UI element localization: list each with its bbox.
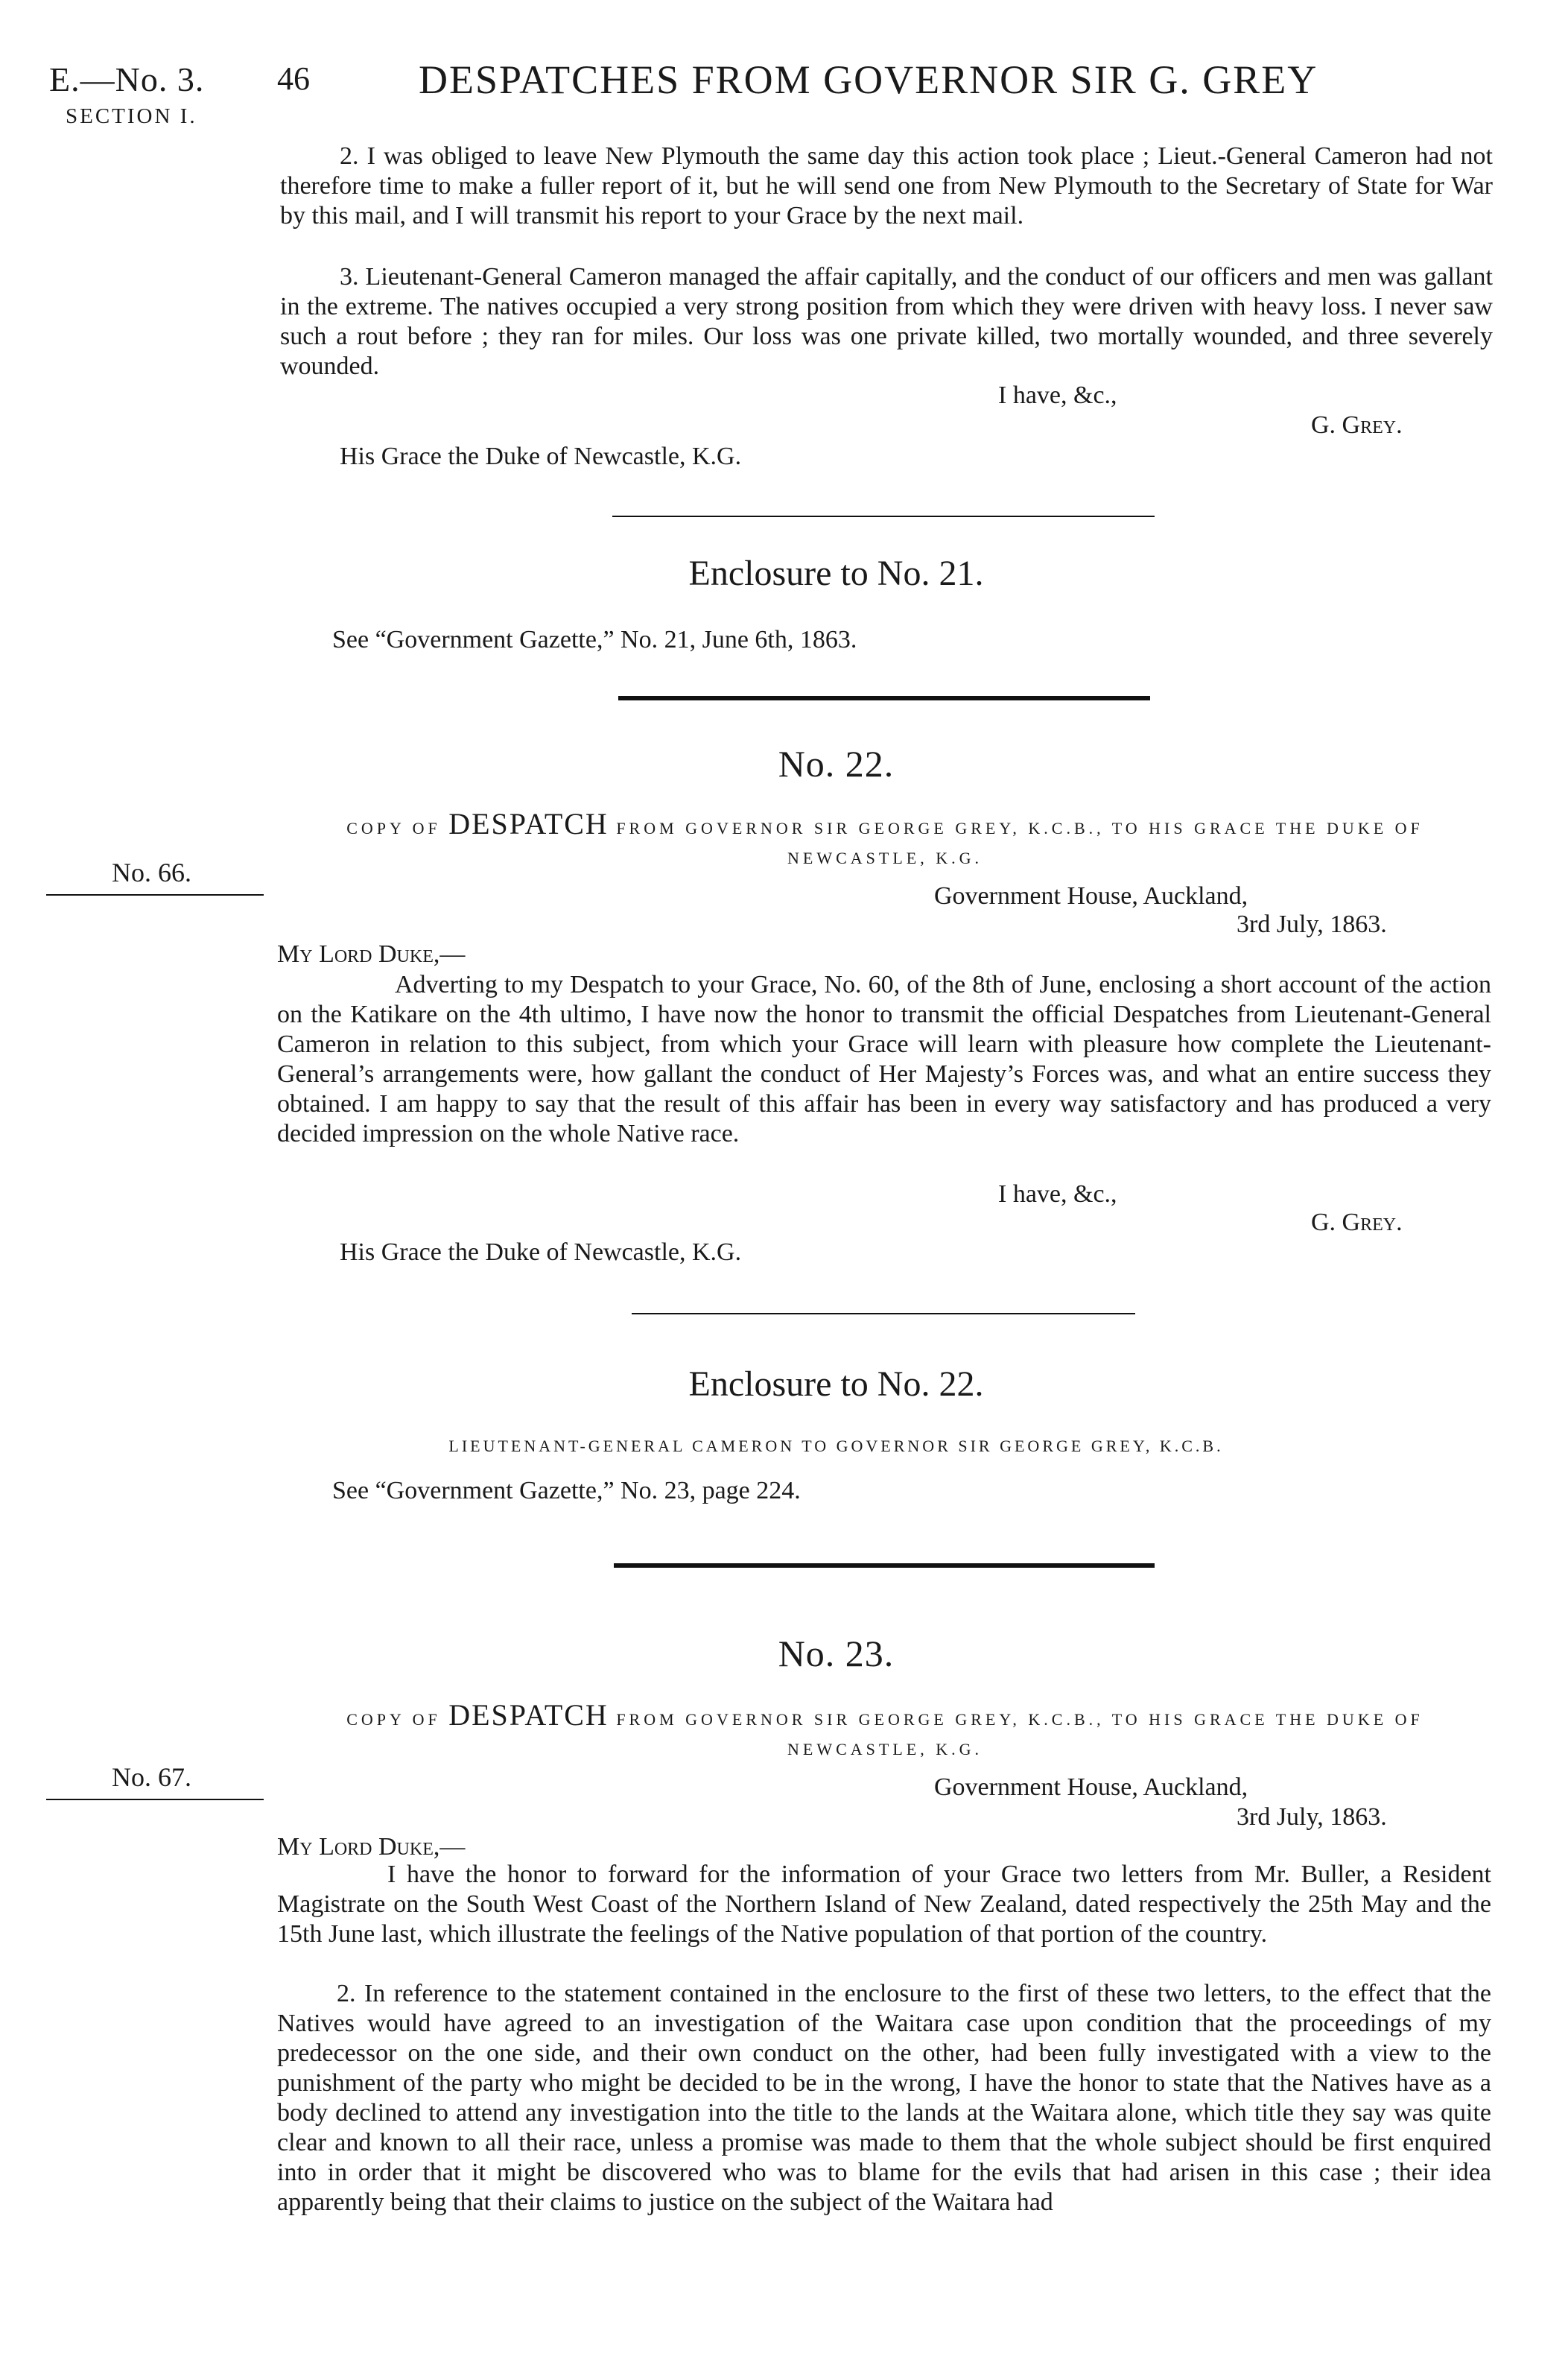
copy-prefix: COPY OF (346, 1710, 441, 1729)
divider (632, 1313, 1135, 1314)
copy-rest: FROM GOVERNOR SIR GEORGE GREY, K.C.B., TO HIS GRACE THE DUKE OF NEWCASTLE, K.G. (616, 819, 1423, 867)
series-number: E.—No. 3. (49, 60, 205, 98)
despatch23-date: 3rd July, 1863. (1237, 1803, 1387, 1831)
page-title: DESPATCHES FROM GOVERNOR SIR G. GREY (419, 57, 1318, 102)
despatch22-body: Adverting to my Despatch to your Grace, No. 60, of the 8th of June, enclosing a short account of the action on the Katikare on the 4th ultimo, I have now the honor to transmit the official Despatches from Lieutenant-General Cameron in relation to this subject, from which your Grace will learn with pleasure how complete the Lieutenant-General’s arrangements were, how gallant the conduct of Her Majesty’s Forces was, and what an entire success they obtained. I am happy to say that the result of this affair has been in every way satisfactory and has produced a very decided impression on the whole Native race. (277, 971, 1491, 1147)
despatch23-para1: I have the honor to forward for the information of your Grace two letters from Mr. Buller, a Resident Magistrate on the South West Coast of the Northern Island of New Zealand, dated respectively the 25th May and the 15th June last, which illustrate the feelings of the Native population of that portion of the country. (277, 1861, 1491, 1948)
section-label: SECTION I. (66, 104, 197, 128)
despatch23-para2: 2. In reference to the statement contained in the enclosure to the first of these two letters, to the effect that the Natives would have agreed to an investigation of the Waitara case upon condition that the proceedings of my predecessor on the one side, and their own conduct on the other, had been fully investigated with a view to the punishment of the party who might be decided to be in the wrong, I have the honor to state that the Natives have as a body declined to attend any investigation into the title to the lands at the Waitara alone, which title they say was quite clear and known to all their race, unless a promise was made to them that the whole subject should be first enquired into in order that it might be discovered who was to blame for the evils that had arisen in this case ; their idea apparently being that their claims to justice on the subject of the Waitara had (277, 1980, 1491, 2216)
divider-thick (618, 696, 1150, 700)
margin-ref: No. 67. (112, 1762, 191, 1792)
divider-thick (614, 1563, 1155, 1568)
addressee: His Grace the Duke of Newcastle, K.G. (340, 1238, 742, 1266)
despatch22-copy-line (274, 809, 1496, 873)
page-number: 46 (277, 60, 310, 97)
despatch22-number: No. 22. (778, 743, 895, 785)
despatch-word: DESPATCH (448, 1698, 609, 1732)
divider (612, 516, 1155, 517)
enclosure21-heading: Enclosure to No. 21. (688, 554, 984, 593)
margin-ref: No. 66. (112, 858, 191, 887)
margin-rule (46, 894, 264, 896)
copy-rest: FROM GOVERNOR SIR GEORGE GREY, K.C.B., TO HIS GRACE THE DUKE OF NEWCASTLE, K.G. (616, 1710, 1423, 1758)
despatch23-salutation: My Lord Duke,— (277, 1833, 466, 1861)
copy-prefix: COPY OF (346, 819, 441, 838)
despatch-word: DESPATCH (448, 807, 609, 840)
despatch23-copy-line (274, 1700, 1496, 1764)
margin-rule (46, 1799, 264, 1800)
enclosure21-text: See “Government Gazette,” No. 21, June 6th, 1863. (332, 626, 857, 653)
addressee: His Grace the Duke of Newcastle, K.G. (340, 443, 742, 470)
enclosure22-subheading: LIEUTENANT-GENERAL CAMERON TO GOVERNOR SIR GEORGE GREY, K.C.B. (448, 1437, 1224, 1455)
despatch23-place: Government House, Auckland, (934, 1773, 1248, 1801)
despatch22-salutation: My Lord Duke,— (277, 940, 466, 968)
signature: G. Grey. (1311, 1209, 1403, 1236)
despatch22-date: 3rd July, 1863. (1237, 911, 1387, 938)
enclosure22-text: See “Government Gazette,” No. 23, page 224. (332, 1477, 801, 1504)
signature: G. Grey. (1311, 411, 1403, 439)
closing: I have, &c., (998, 382, 1117, 409)
despatch21-para3: 3. Lieutenant-General Cameron managed the affair capitally, and the conduct of our officers and men was gallant in the extreme. The natives occupied a very strong position from which they were driven with heavy loss. I never saw such a rout before ; they ran for miles. Our loss was one private killed, two mortally wounded, and three severely wounded. (280, 263, 1493, 380)
despatch23-number: No. 23. (778, 1633, 895, 1674)
despatch21-para2: 2. I was obliged to leave New Plymouth the same day this action took place ; Lieut.-General Cameron had not therefore time to make a fuller report of it, but he will send one from New Plymouth to the Secretary of State for War by this mail, and I will transmit his report to your Grace by the next mail. (280, 142, 1493, 229)
despatch22-place: Government House, Auckland, (934, 882, 1248, 910)
enclosure22-heading: Enclosure to No. 22. (688, 1364, 984, 1404)
closing: I have, &c., (998, 1180, 1117, 1208)
